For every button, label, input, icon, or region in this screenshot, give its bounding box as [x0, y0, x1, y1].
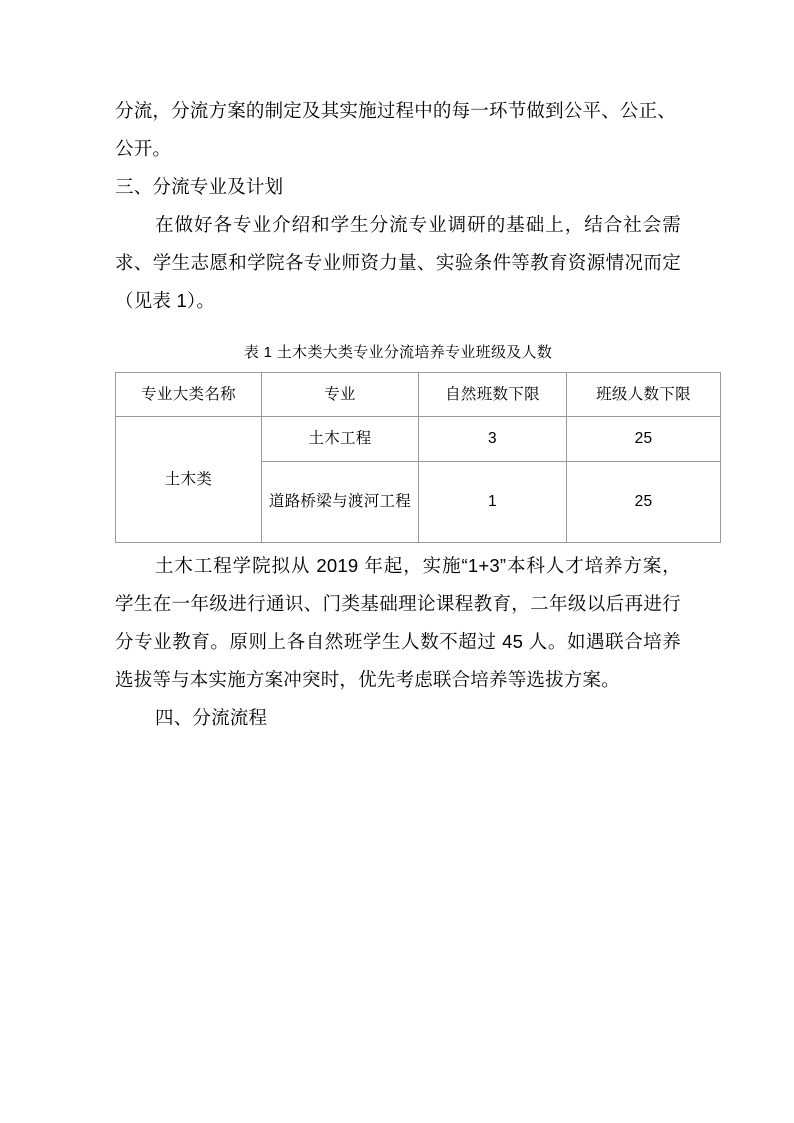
- paragraph-majors-plan: 在做好各专业介绍和学生分流专业调研的基础上，结合社会需求、学生志愿和学院各专业师资力量、实验条件等教育资源情况而定（见表 1）。: [115, 214, 681, 311]
- cell-min-students-2: 25: [567, 462, 721, 543]
- cell-major-2: 道路桥梁与渡河工程: [262, 462, 419, 543]
- table-caption: 表 1 土木类大类专业分流培养专业班级及人数: [243, 344, 553, 361]
- section-heading-four: 四、分流流程: [155, 707, 268, 728]
- table-body: [116, 417, 721, 543]
- cell-category-merged: 土木类: [116, 417, 262, 543]
- caption-top-gap: [115, 320, 681, 340]
- table-row: [116, 417, 721, 462]
- section-heading-three: 三、分流专业及计划: [115, 176, 284, 197]
- paragraph-program-details: 土木工程学院拟从 2019 年起，实施“1+3”本科人才培养方案，学生在一年级进行通识、门类基础理论课程教育，二年级以后再进行分专业教育。原则上各自然班学生人数不超过 45 人。如遇联合培养选拔等与本实施方案冲突时，优先考虑联合培养等选拔方案。: [115, 555, 681, 690]
- top-spacer: [115, 0, 681, 92]
- document-content: [115, 0, 691, 737]
- cell-min-classes-1: 3: [419, 417, 567, 462]
- majors-table: [115, 372, 721, 543]
- column-header-major: 专业: [262, 373, 419, 417]
- column-header-category: 专业大类名称: [116, 373, 262, 417]
- cell-major-1: 土木工程: [262, 417, 419, 462]
- column-header-min-students: 班级人数下限: [567, 373, 721, 417]
- column-header-min-classes: 自然班数下限: [419, 373, 567, 417]
- paragraph-continuation: 分流，分流方案的制定及其实施过程中的每一环节做到公平、公正、公开。: [115, 100, 677, 159]
- cell-min-students-1: 25: [567, 417, 721, 462]
- table-header-row: [116, 373, 721, 417]
- cell-min-classes-2: 1: [419, 462, 567, 543]
- table-header: [116, 373, 721, 417]
